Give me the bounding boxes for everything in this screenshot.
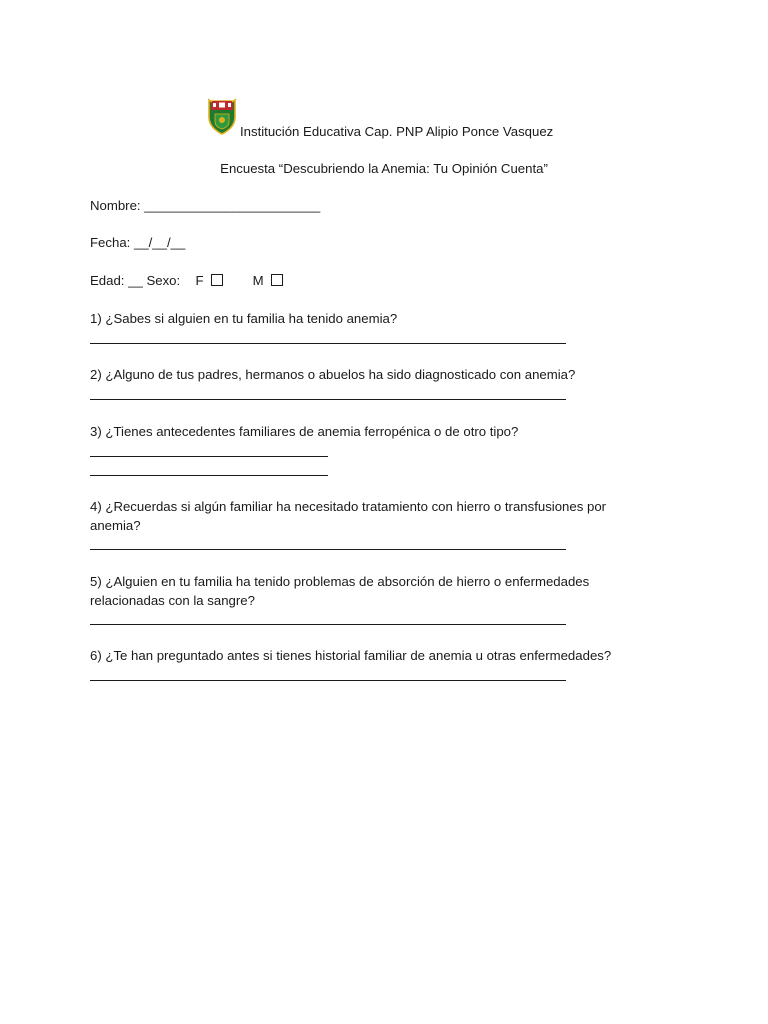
sexo-m-label: M	[252, 273, 264, 288]
answer-line-4[interactable]	[90, 549, 566, 550]
question-1: 1) ¿Sabes si alguien en tu familia ha tenido anemia?	[90, 311, 398, 326]
nombre-field[interactable]: Nombre: ________________________	[90, 198, 321, 213]
sexo-f-label: F	[195, 273, 204, 288]
question-6: 6) ¿Te han preguntado antes si tienes historial familiar de anemia u otras enfermedades?	[90, 648, 612, 663]
question-4: 4) ¿Recuerdas si algún familiar ha necesitado tratamiento con hierro o transfusiones por anemia?	[90, 499, 607, 533]
sexo-f-checkbox[interactable]	[211, 274, 223, 286]
answer-line-3a[interactable]	[90, 456, 328, 457]
survey-title: Encuesta “Descubriendo la Anemia: Tu Opinión Cuenta”	[220, 161, 548, 176]
fecha-field[interactable]: Fecha: __/__/__	[90, 235, 186, 250]
answer-line-2[interactable]	[90, 399, 566, 400]
answer-line-3b[interactable]	[90, 475, 328, 476]
school-crest-icon	[207, 97, 237, 135]
edad-sexo-row	[90, 273, 287, 289]
edad-sexo-label: Edad: __ Sexo:	[90, 273, 181, 288]
answer-line-5[interactable]	[90, 624, 566, 625]
school-name: Institución Educativa Cap. PNP Alipio Ponce Vasquez	[240, 124, 554, 139]
answer-line-6[interactable]	[90, 680, 566, 681]
question-2: 2) ¿Alguno de tus padres, hermanos o abuelos ha sido diagnosticado con anemia?	[90, 367, 576, 382]
sexo-m-checkbox[interactable]	[271, 274, 283, 286]
answer-line-1[interactable]	[90, 343, 566, 344]
question-5: 5) ¿Alguien en tu familia ha tenido problemas de absorción de hierro o enfermedades relacionadas con la sangre?	[90, 574, 590, 608]
question-3: 3) ¿Tienes antecedentes familiares de anemia ferropénica o de otro tipo?	[90, 424, 519, 439]
